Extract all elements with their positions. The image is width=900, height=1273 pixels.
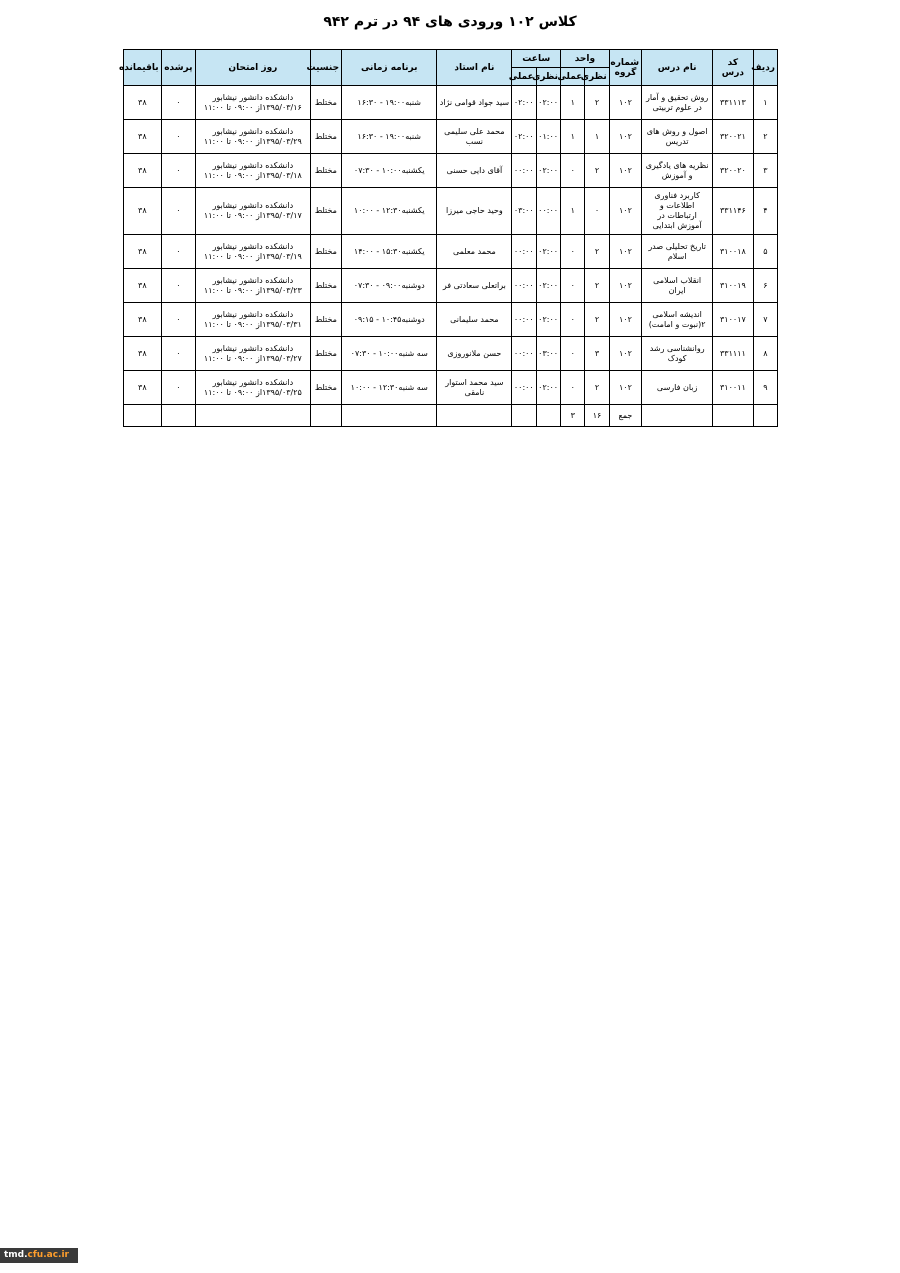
group-no: ۱۰۲	[609, 269, 641, 303]
exam-day: دانشکده دانشور نیشابور ۱۳۹۵/۰۳/۲۹از ۰۹:۰۰ تا ۱۱:۰۰	[196, 120, 311, 154]
schedule-time: دوشنبه۱۰:۴۵ - ۰۹:۱۵	[342, 303, 437, 337]
remaining-count: ۳۸	[124, 120, 162, 154]
hours-theory: ۰۱:۰۰	[536, 120, 560, 154]
site-logo[interactable]	[0, 1248, 78, 1263]
units-practical: ۱	[561, 120, 585, 154]
units-theory: ۰	[585, 188, 609, 235]
course-name: انقلاب اسلامی ایران	[642, 269, 713, 303]
gender: مختلط	[310, 235, 341, 269]
header-hours-practical: عملی	[512, 68, 536, 86]
remaining-count: ۳۸	[124, 86, 162, 120]
table-row	[124, 154, 778, 188]
hours-theory: ۰۲:۰۰	[536, 269, 560, 303]
row-no: ۹	[753, 371, 777, 405]
schedule-time: شنبه۱۹:۰۰ - ۱۶:۳۰	[342, 86, 437, 120]
hours-theory: ۰۲:۰۰	[536, 86, 560, 120]
remaining-count: ۳۸	[124, 154, 162, 188]
schedule-time: یکشنبه۱۰:۰۰ - ۰۷:۳۰	[342, 154, 437, 188]
teacher-name: حسن ملانوروزی	[437, 337, 512, 371]
course-code: ۳۱۰۰۱۷	[713, 303, 754, 337]
course-code: ۳۱۰۰۱۱	[713, 371, 754, 405]
schedule-time: سه شنبه۱۰:۰۰ - ۰۷:۳۰	[342, 337, 437, 371]
gender: مختلط	[310, 188, 341, 235]
header-gender: جنسیت	[310, 50, 341, 86]
remaining-count: ۳۸	[124, 371, 162, 405]
header-hours: ساعت	[512, 50, 561, 68]
table-row	[124, 269, 778, 303]
row-no: ۶	[753, 269, 777, 303]
table-row	[124, 337, 778, 371]
group-no: ۱۰۲	[609, 303, 641, 337]
header-row	[124, 50, 778, 68]
gender: مختلط	[310, 154, 341, 188]
row-no: ۵	[753, 235, 777, 269]
row-no: ۲	[753, 120, 777, 154]
course-code: ۳۱۰۰۱۹	[713, 269, 754, 303]
header-course-code: کد درس	[713, 50, 754, 86]
total-units-theory: ۱۶	[585, 405, 609, 427]
teacher-name: محمد معلمی	[437, 235, 512, 269]
course-name: روانشناسی رشد کودک	[642, 337, 713, 371]
teacher-name: سید محمد استوار نامقی	[437, 371, 512, 405]
hours-practical: ۰۰:۰۰	[512, 337, 536, 371]
units-theory: ۲	[585, 235, 609, 269]
schedule-time: دوشنبه۰۹:۰۰ - ۰۷:۳۰	[342, 269, 437, 303]
header-units-practical: عملی	[561, 68, 585, 86]
filled-count: ۰	[161, 337, 195, 371]
course-name: نظریه های یادگیری و آموزش	[642, 154, 713, 188]
teacher-name: سید جواد قوامی نژاد	[437, 86, 512, 120]
teacher-name: محمد سلیمانی	[437, 303, 512, 337]
schedule-time: سه شنبه۱۲:۳۰ - ۱۰:۰۰	[342, 371, 437, 405]
exam-day: دانشکده دانشور نیشابور ۱۳۹۵/۰۳/۳۱از ۰۹:۰۰ تا ۱۱:۰۰	[196, 303, 311, 337]
course-name: تاریخ تحلیلی صدر اسلام	[642, 235, 713, 269]
table-row	[124, 371, 778, 405]
hours-theory: ۰۰:۰۰	[536, 188, 560, 235]
units-practical: ۰	[561, 371, 585, 405]
remaining-count: ۳۸	[124, 269, 162, 303]
table-row	[124, 120, 778, 154]
course-code: ۳۲۰۰۲۱	[713, 120, 754, 154]
hours-practical: ۰۰:۰۰	[512, 235, 536, 269]
course-name: کاربرد فناوری اطلاعات و ارتباطات در آموزش ابتدایی	[642, 188, 713, 235]
units-theory: ۳	[585, 337, 609, 371]
header-course-name: نام درس	[642, 50, 713, 86]
hours-theory: ۰۲:۰۰	[536, 303, 560, 337]
filled-count: ۰	[161, 235, 195, 269]
table-row	[124, 86, 778, 120]
gender: مختلط	[310, 120, 341, 154]
group-no: ۱۰۲	[609, 86, 641, 120]
total-label: جمع	[609, 405, 641, 427]
group-no: ۱۰۲	[609, 371, 641, 405]
header-units-theory: نظری	[585, 68, 609, 86]
row-no: ۱	[753, 86, 777, 120]
filled-count: ۰	[161, 371, 195, 405]
teacher-name: وحید حاجی میرزا	[437, 188, 512, 235]
hours-theory: ۰۲:۰۰	[536, 235, 560, 269]
units-practical: ۱	[561, 188, 585, 235]
schedule-time: یکشنبه۱۵:۳۰ - ۱۴:۰۰	[342, 235, 437, 269]
header-teacher: نام استاد	[437, 50, 512, 86]
units-theory: ۲	[585, 303, 609, 337]
exam-day: دانشکده دانشور نیشابور ۱۳۹۵/۰۳/۲۵از ۰۹:۰۰ تا ۱۱:۰۰	[196, 371, 311, 405]
group-no: ۱۰۲	[609, 235, 641, 269]
exam-day: دانشکده دانشور نیشابور ۱۳۹۵/۰۳/۱۸از ۰۹:۰۰ تا ۱۱:۰۰	[196, 154, 311, 188]
teacher-name: محمد علی سلیمی نسب	[437, 120, 512, 154]
teacher-name: آقای دایی حسنی	[437, 154, 512, 188]
filled-count: ۰	[161, 188, 195, 235]
remaining-count: ۳۸	[124, 337, 162, 371]
units-theory: ۲	[585, 154, 609, 188]
units-practical: ۰	[561, 154, 585, 188]
filled-count: ۰	[161, 120, 195, 154]
hours-theory: ۰۲:۰۰	[536, 154, 560, 188]
filled-count: ۰	[161, 303, 195, 337]
gender: مختلط	[310, 371, 341, 405]
total-units-practical: ۳	[561, 405, 585, 427]
group-no: ۱۰۲	[609, 120, 641, 154]
exam-day: دانشکده دانشور نیشابور ۱۳۹۵/۰۳/۲۷از ۰۹:۰۰ تا ۱۱:۰۰	[196, 337, 311, 371]
total-row	[124, 405, 778, 427]
header-exam-day: روز امتحان	[196, 50, 311, 86]
course-name: روش تحقیق و آمار در علوم تربیتی	[642, 86, 713, 120]
units-practical: ۰	[561, 303, 585, 337]
filled-count: ۰	[161, 154, 195, 188]
hours-practical: ۰۰:۰۰	[512, 269, 536, 303]
units-theory: ۲	[585, 269, 609, 303]
header-row-no: ردیف	[753, 50, 777, 86]
table-row	[124, 303, 778, 337]
remaining-count: ۳۸	[124, 235, 162, 269]
header-group-no: شماره گروه	[609, 50, 641, 86]
course-schedule-table	[118, 49, 778, 427]
group-no: ۱۰۲	[609, 337, 641, 371]
row-no: ۴	[753, 188, 777, 235]
hours-practical: ۰۲:۰۰	[512, 86, 536, 120]
hours-practical: ۰۲:۰۰	[512, 120, 536, 154]
header-remaining: باقیمانده	[124, 50, 162, 86]
units-practical: ۰	[561, 337, 585, 371]
hours-practical: ۰۰:۰۰	[512, 303, 536, 337]
hours-practical: ۰۰:۰۰	[512, 154, 536, 188]
teacher-name: براتعلی سعادتی فر	[437, 269, 512, 303]
exam-day: دانشکده دانشور نیشابور ۱۳۹۵/۰۳/۲۳از ۰۹:۰۰ تا ۱۱:۰۰	[196, 269, 311, 303]
hours-practical: ۰۳:۰۰	[512, 188, 536, 235]
table-row	[124, 235, 778, 269]
gender: مختلط	[310, 86, 341, 120]
course-code: ۳۳۱۱۴۶	[713, 188, 754, 235]
units-theory: ۲	[585, 371, 609, 405]
hours-theory: ۰۲:۰۰	[536, 371, 560, 405]
course-name: اصول و روش های تدریس	[642, 120, 713, 154]
units-practical: ۰	[561, 235, 585, 269]
course-code: ۳۱۰۰۱۸	[713, 235, 754, 269]
remaining-count: ۳۸	[124, 188, 162, 235]
logo-domain: cfu.ac.ir	[27, 1250, 69, 1260]
gender: مختلط	[310, 303, 341, 337]
page-title: کلاس ۱۰۲ ورودی های ۹۴ در ترم ۹۴۲	[323, 14, 577, 30]
table-row	[124, 188, 778, 235]
row-no: ۷	[753, 303, 777, 337]
header-units: واحد	[561, 50, 610, 68]
exam-day: دانشکده دانشور نیشابور ۱۳۹۵/۰۳/۱۹از ۰۹:۰۰ تا ۱۱:۰۰	[196, 235, 311, 269]
course-name: اندیشه اسلامی ۲(نبوت و امامت)	[642, 303, 713, 337]
exam-day: دانشکده دانشور نیشابور ۱۳۹۵/۰۳/۱۷از ۰۹:۰۰ تا ۱۱:۰۰	[196, 188, 311, 235]
header-filled: پرشده	[161, 50, 195, 86]
course-code: ۳۲۰۰۲۰	[713, 154, 754, 188]
header-hours-theory: نظری	[536, 68, 560, 86]
gender: مختلط	[310, 269, 341, 303]
units-theory: ۲	[585, 86, 609, 120]
gender: مختلط	[310, 337, 341, 371]
hours-theory: ۰۳:۰۰	[536, 337, 560, 371]
schedule-time: شنبه۱۹:۰۰ - ۱۶:۳۰	[342, 120, 437, 154]
header-schedule: برنامه زمانی	[342, 50, 437, 86]
schedule-time: یکشنبه۱۲:۳۰ - ۱۰:۰۰	[342, 188, 437, 235]
hours-practical: ۰۰:۰۰	[512, 371, 536, 405]
logo-prefix: tmd.	[4, 1250, 28, 1260]
filled-count: ۰	[161, 269, 195, 303]
units-practical: ۰	[561, 269, 585, 303]
group-no: ۱۰۲	[609, 154, 641, 188]
group-no: ۱۰۲	[609, 188, 641, 235]
row-no: ۸	[753, 337, 777, 371]
units-practical: ۱	[561, 86, 585, 120]
exam-day: دانشکده دانشور نیشابور ۱۳۹۵/۰۳/۱۶از ۰۹:۰۰ تا ۱۱:۰۰	[196, 86, 311, 120]
course-name: زبان فارسی	[642, 371, 713, 405]
units-theory: ۱	[585, 120, 609, 154]
row-no: ۳	[753, 154, 777, 188]
remaining-count: ۳۸	[124, 303, 162, 337]
filled-count: ۰	[161, 86, 195, 120]
course-code: ۳۳۱۱۱۱	[713, 337, 754, 371]
course-code: ۳۳۱۱۱۳	[713, 86, 754, 120]
